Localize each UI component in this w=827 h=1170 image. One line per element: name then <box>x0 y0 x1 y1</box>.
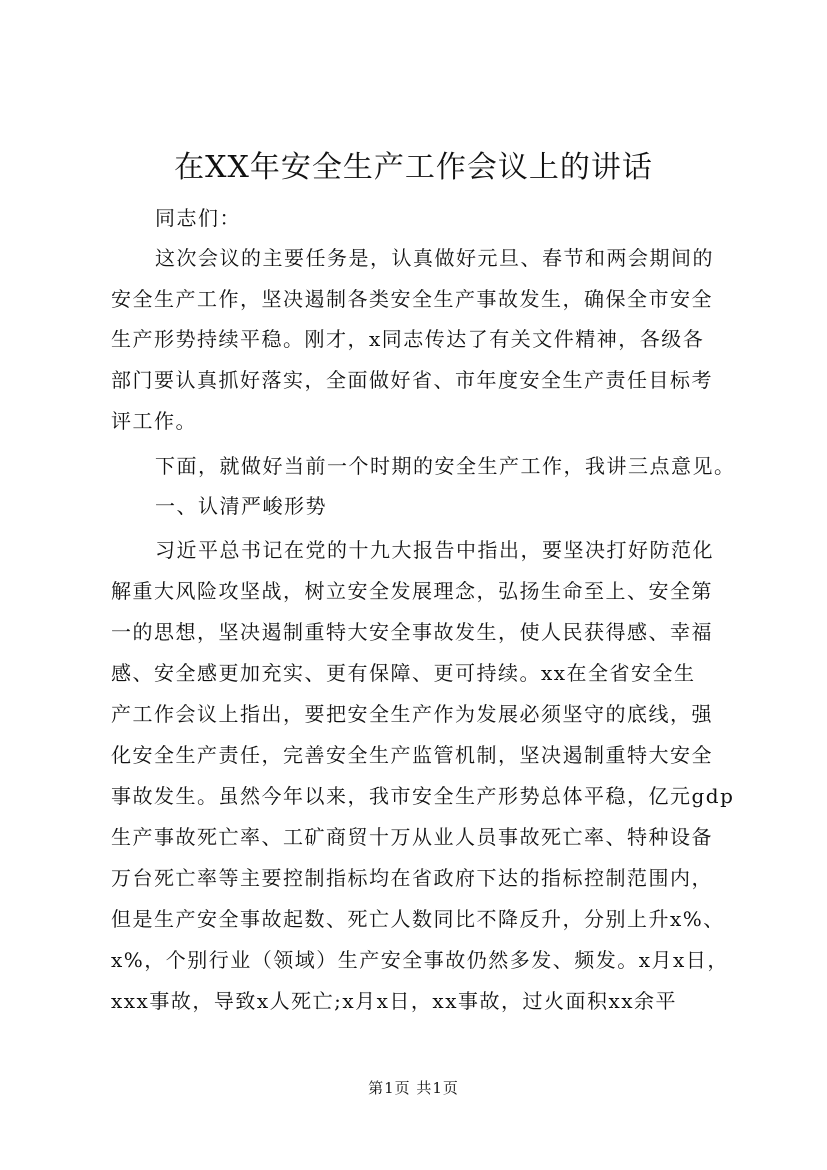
body-line: 事故发生。虽然今年以来，我市安全生产形势总体平稳，亿元gdp <box>111 784 735 808</box>
salutation: 同志们： <box>155 206 241 230</box>
body-line: 习近平总书记在党的十九大报告中指出，要坚决打好防范化 <box>155 538 714 562</box>
page-number: 第1页 共1页 <box>368 1079 459 1097</box>
body-line: 解重大风险攻坚战，树立安全发展理念，弘扬生命至上、安全第 <box>111 579 713 603</box>
body-line: 生产形势持续平稳。刚才，x同志传达了有关文件精神，各级各 <box>111 327 705 351</box>
document-title: 在XX年安全生产工作会议上的讲话 <box>174 150 653 185</box>
body-line: 安全生产工作，坚决遏制各类安全生产事故发生，确保全市安全 <box>111 287 713 311</box>
body-line: 产工作会议上指出，要把安全生产作为发展必须坚守的底线，强 <box>111 702 713 726</box>
body-line: 化安全生产责任，完善安全生产监管机制，坚决遏制重特大安全 <box>111 743 713 767</box>
body-line: x%，个别行业（领域）生产安全事故仍然多发、频发。x月x日， <box>111 948 729 972</box>
body-line: 部门要认真抓好落实，全面做好省、市年度安全生产责任目标考 <box>111 368 713 392</box>
body-line: 生产事故死亡率、工矿商贸十万从业人员事故死亡率、特种设备 <box>111 825 713 849</box>
body-line: 一的思想，坚决遏制重特大安全事故发生，使人民获得感、幸福 <box>111 620 713 644</box>
body-line: 但是生产安全事故起数、死亡人数同比不降反升，分别上升x%、 <box>111 907 725 931</box>
body-line: 这次会议的主要任务是，认真做好元旦、春节和两会期间的 <box>155 246 714 270</box>
body-line: xxx事故，导致x人死亡;x月x日，xx事故，过火面积xx余平 <box>111 989 678 1013</box>
body-line: 万台死亡率等主要控制指标均在省政府下达的指标控制范围内， <box>111 866 713 890</box>
body-line: 下面，就做好当前一个时期的安全生产工作，我讲三点意见。 <box>155 454 736 478</box>
body-line: 评工作。 <box>111 409 197 433</box>
section-heading: 一、认清严峻形势 <box>155 494 327 518</box>
body-line: 感、安全感更加充实、更有保障、更可持续。xx在全省安全生 <box>111 661 696 685</box>
